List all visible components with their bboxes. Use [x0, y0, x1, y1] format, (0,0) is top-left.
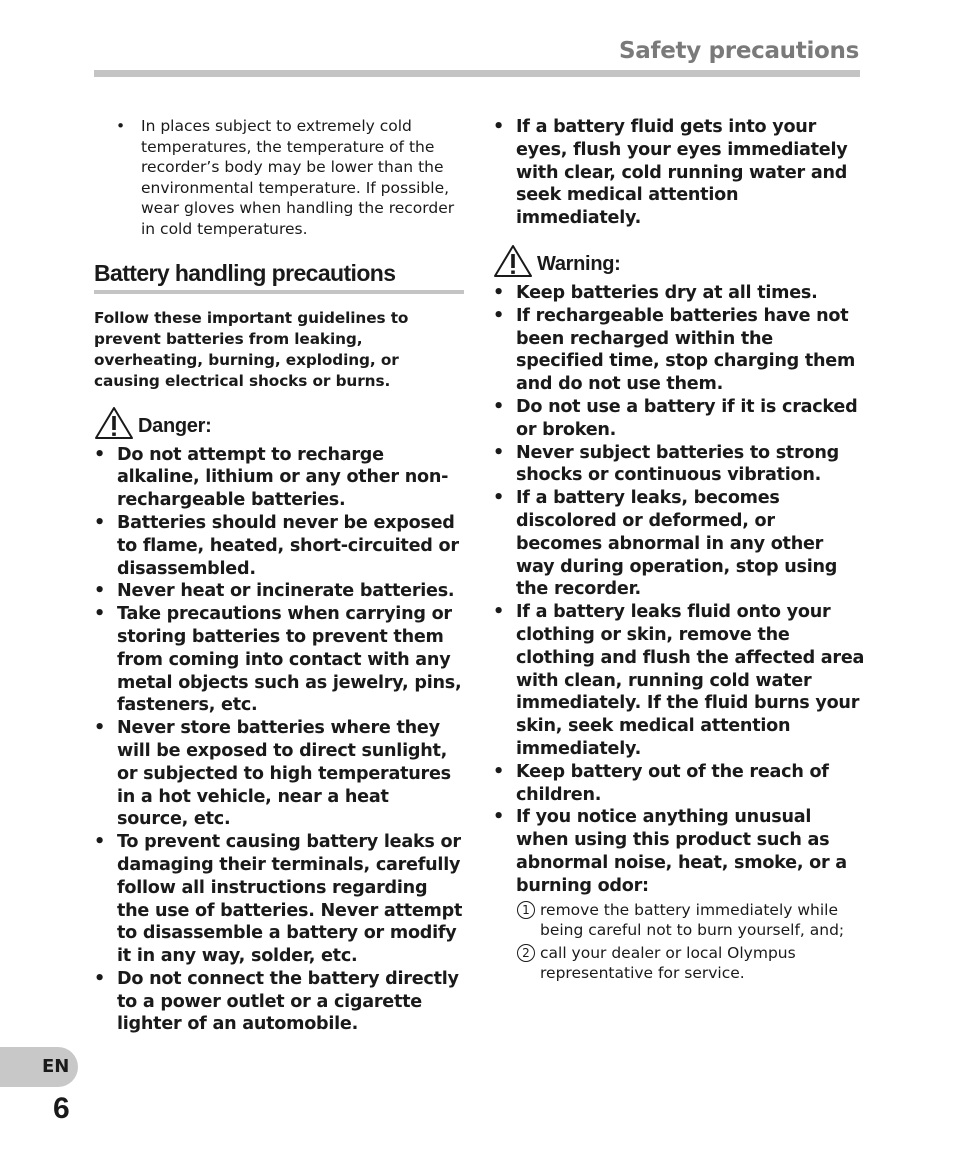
language-label: EN [42, 1056, 70, 1077]
step-item [516, 900, 865, 941]
right-column [493, 116, 865, 984]
danger-list [94, 444, 464, 1037]
warning-icon [493, 244, 533, 278]
language-tab [0, 1047, 78, 1087]
list-item: • If a battery leaks, becomes discolored or deformed, or becomes abnormal in any other way during operation, stop using the recorder. [493, 488, 838, 600]
page-number: 6 [53, 1092, 70, 1125]
eye-contact-list [493, 116, 865, 230]
warning-label: Warning: [537, 252, 621, 275]
warning-list [493, 282, 865, 898]
list-item: • Take precautions when carrying or storing batteries to prevent them from coming into contact with any metal objects such as jewelry, pins, fasteners, etc. [94, 604, 462, 716]
list-item: • Keep batteries dry at all times. [493, 282, 818, 303]
step-text: call your dealer or local Olympus representative for service. [540, 943, 796, 982]
list-item: • If you notice anything unusual when using this product such as abnormal noise, heat, smoke, or a burning odor: [493, 807, 847, 896]
step-item [516, 943, 865, 984]
step-number: 1 [517, 901, 535, 919]
steps [493, 900, 865, 984]
list-item: • Batteries should never be exposed to flame, heated, short-circuited or disassembled. [94, 512, 459, 579]
intro-paragraph: Follow these important guidelines to prevent batteries from leaking, overheating, burning, exploding, or causing electrical shocks or burns. [94, 308, 409, 390]
step-text: remove the battery immediately while being careful not to burn yourself, and; [540, 900, 845, 939]
step-number: 2 [517, 944, 535, 962]
danger-label: Danger: [138, 414, 212, 437]
danger-icon [94, 406, 134, 440]
header-rule [94, 70, 860, 77]
list-item: • If rechargeable batteries have not been recharged within the specified time, stop charging them and do not use them. [493, 305, 856, 395]
cold-temperature-note [94, 116, 464, 240]
list-item: • Never heat or incinerate batteries. [94, 581, 455, 602]
list-item: • Do not attempt to recharge alkaline, lithium or any other non-rechargeable batteries. [94, 444, 449, 511]
warning-heading [493, 244, 865, 278]
left-column [94, 116, 464, 1036]
page-header-title: Safety precautions [619, 38, 859, 64]
list-item: • Never store batteries where they will be exposed to direct sunlight, or subjected to high temperatures in a hot vehicle, near a heat source, etc. [94, 718, 451, 830]
list-item: • If a battery fluid gets into your eyes, flush your eyes immediately with clear, cold running water and seek medical attention immediately. [493, 117, 848, 229]
danger-heading [94, 406, 464, 440]
cold-temperature-text: In places subject to extremely cold temperatures, the temperature of the recorder’s body may be lower than the environmental temperature. If possible, wear gloves when handling the recorder in cold temperatures. [141, 117, 455, 238]
list-item: • Keep battery out of the reach of children. [493, 761, 829, 805]
list-item: • To prevent causing battery leaks or damaging their terminals, carefully follow all instructions regarding the use of batteries. Never attempt to disassemble a battery or modify it in any way, solder, etc. [94, 832, 463, 967]
list-item: • Never subject batteries to strong shocks or continuous vibration. [493, 442, 839, 486]
list-item: • Do not connect the battery directly to a power outlet or a cigarette lighter of an automobile. [94, 968, 459, 1035]
list-item: • Do not use a battery if it is cracked or broken. [493, 396, 858, 440]
bullet-dot: • [116, 117, 126, 135]
list-item: • If a battery leaks fluid onto your clothing or skin, remove the clothing and flush the affected area with clean, running cold water immediately. If the fluid burns your skin, seek medical attention immediately. [493, 602, 865, 759]
section-heading: Battery handling precautions [94, 260, 464, 294]
